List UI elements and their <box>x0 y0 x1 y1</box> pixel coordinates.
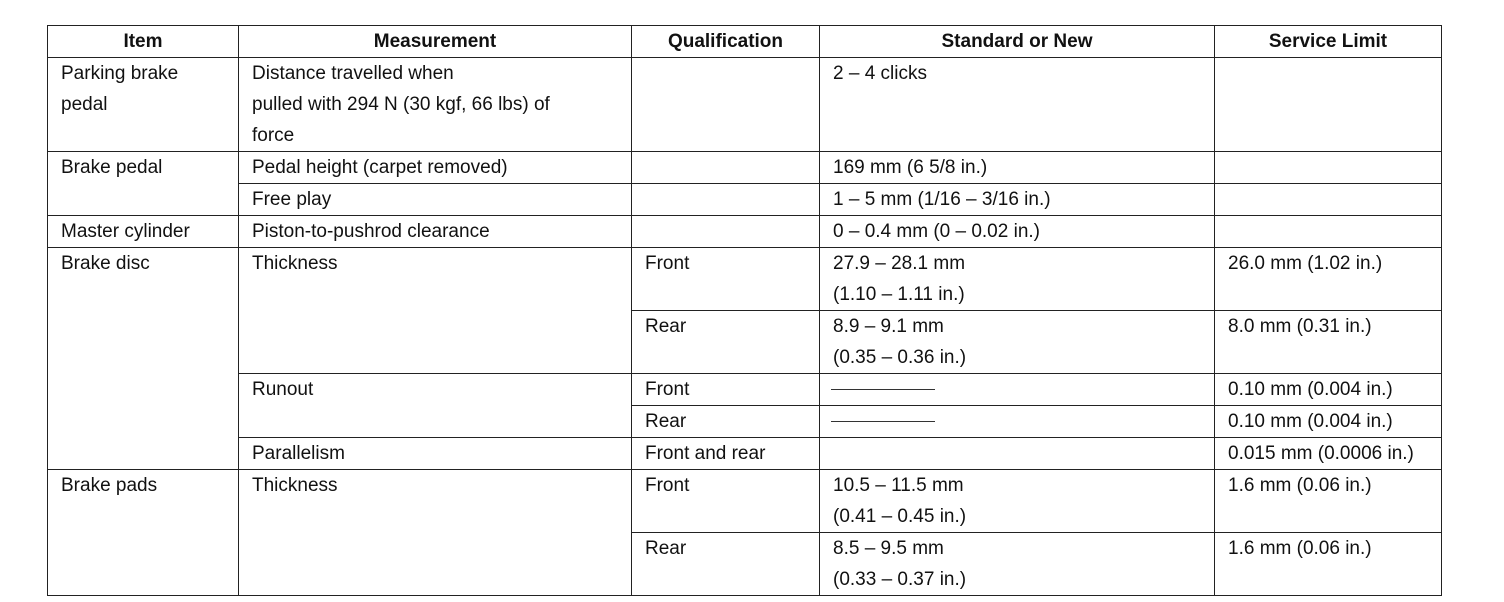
measurement-runout: Runout <box>239 374 632 438</box>
limit-empty <box>1215 152 1442 184</box>
cell-line: 8.9 – 9.1 mm <box>833 316 944 337</box>
standard-parking-clicks: 2 – 4 clicks <box>820 58 1215 152</box>
table-row <box>48 374 1442 406</box>
qualification-rear: Rear <box>632 533 820 596</box>
limit-pads-rear: 1.6 mm (0.06 in.) <box>1215 533 1442 596</box>
table-row <box>48 216 1442 248</box>
item-brake-disc: Brake disc <box>48 248 239 470</box>
measurement-parallelism: Parallelism <box>239 438 632 470</box>
brake-spec-table <box>47 25 1442 596</box>
measurement-pedal-height: Pedal height (carpet removed) <box>239 152 632 184</box>
standard-empty <box>820 438 1215 470</box>
measurement-disc-thickness: Thickness <box>239 248 632 374</box>
cell-line: (0.35 – 0.36 in.) <box>833 347 967 368</box>
item-master-cylinder: Master cylinder <box>48 216 239 248</box>
cell-line: force <box>252 125 295 146</box>
header-standard: Standard or New <box>820 26 1215 58</box>
header-row <box>48 26 1442 58</box>
dash-line <box>831 421 935 422</box>
limit-disc-front: 26.0 mm (1.02 in.) <box>1215 248 1442 311</box>
standard-pads-front <box>820 470 1215 533</box>
qualification-front: Front <box>632 248 820 311</box>
limit-pads-front: 1.6 mm (0.06 in.) <box>1215 470 1442 533</box>
cell-line: pedal <box>61 94 108 115</box>
qualification-front: Front <box>632 470 820 533</box>
table-row <box>48 184 1442 216</box>
header-service-limit: Service Limit <box>1215 26 1442 58</box>
header-item: Item <box>48 26 239 58</box>
cell-line: Parking brake <box>61 63 179 84</box>
cell-line: 10.5 – 11.5 mm <box>833 475 964 496</box>
cell-line: (0.41 – 0.45 in.) <box>833 506 967 527</box>
measurement-distance-travelled <box>239 58 632 152</box>
cell-line: 8.5 – 9.5 mm <box>833 538 944 559</box>
standard-disc-rear <box>820 311 1215 374</box>
limit-runout-rear: 0.10 mm (0.004 in.) <box>1215 406 1442 438</box>
table-row <box>48 58 1442 152</box>
dash-line <box>831 389 935 390</box>
limit-disc-rear: 8.0 mm (0.31 in.) <box>1215 311 1442 374</box>
header-qualification: Qualification <box>632 26 820 58</box>
cell-line: (0.33 – 0.37 in.) <box>833 569 967 590</box>
item-brake-pedal: Brake pedal <box>48 152 239 216</box>
standard-pads-rear <box>820 533 1215 596</box>
standard-not-applicable <box>820 374 1215 406</box>
standard-free-play: 1 – 5 mm (1/16 – 3/16 in.) <box>820 184 1215 216</box>
table-row <box>48 152 1442 184</box>
item-parking-brake-pedal <box>48 58 239 152</box>
qualification-front-and-rear: Front and rear <box>632 438 820 470</box>
limit-empty <box>1215 184 1442 216</box>
qualification-front: Front <box>632 374 820 406</box>
qualification-rear: Rear <box>632 406 820 438</box>
qualification-empty <box>632 58 820 152</box>
limit-runout-front: 0.10 mm (0.004 in.) <box>1215 374 1442 406</box>
qualification-empty <box>632 184 820 216</box>
standard-piston-clearance: 0 – 0.4 mm (0 – 0.02 in.) <box>820 216 1215 248</box>
header-measurement: Measurement <box>239 26 632 58</box>
limit-empty <box>1215 58 1442 152</box>
measurement-piston-clearance: Piston-to-pushrod clearance <box>239 216 632 248</box>
cell-line: (1.10 – 1.11 in.) <box>833 284 965 305</box>
table-row <box>48 248 1442 311</box>
standard-disc-front <box>820 248 1215 311</box>
standard-pedal-height: 169 mm (6 5/8 in.) <box>820 152 1215 184</box>
table-row <box>48 470 1442 533</box>
limit-parallelism: 0.015 mm (0.0006 in.) <box>1215 438 1442 470</box>
cell-line: Distance travelled when <box>252 63 454 84</box>
item-brake-pads: Brake pads <box>48 470 239 596</box>
measurement-free-play: Free play <box>239 184 632 216</box>
standard-not-applicable <box>820 406 1215 438</box>
qualification-empty <box>632 216 820 248</box>
qualification-rear: Rear <box>632 311 820 374</box>
qualification-empty <box>632 152 820 184</box>
cell-line: pulled with 294 N (30 kgf, 66 lbs) of <box>252 94 550 115</box>
cell-line: 27.9 – 28.1 mm <box>833 253 966 274</box>
limit-empty <box>1215 216 1442 248</box>
measurement-pad-thickness: Thickness <box>239 470 632 596</box>
table-row <box>48 438 1442 470</box>
